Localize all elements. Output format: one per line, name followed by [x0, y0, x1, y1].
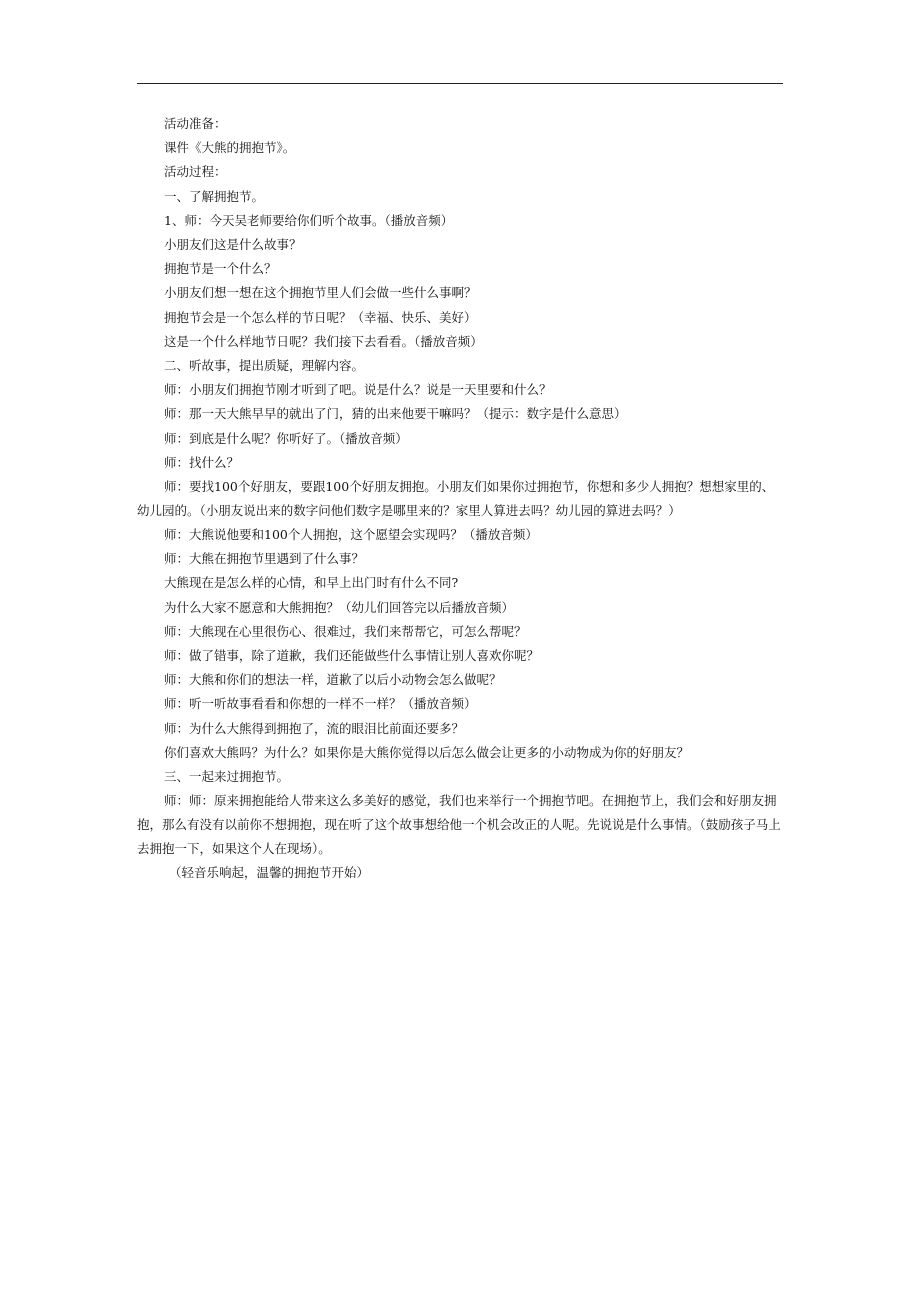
paragraph: 师：听一听故事看看和你想的一样不一样？（播放音频）: [164, 696, 477, 712]
header-rule: [137, 83, 783, 84]
paragraph: 你们喜欢大熊吗？为什么？如果你是大熊你觉得以后怎么做会让更多的小动物成为你的好朋友？: [164, 744, 690, 760]
paragraph: 师：找什么？: [164, 454, 240, 470]
paragraph: 师：那一天大熊早早的就出了门，猜的出来他要干嘛吗？（提示：数字是什么意思）: [164, 406, 627, 422]
paragraph: 这是一个什么样地节日呢？我们接下去看看。（播放音频）: [164, 333, 483, 349]
section-heading: 一、了解拥抱节。: [164, 188, 265, 204]
paragraph: 师：要找100个好朋友，要跟100个好朋友拥抱。小朋友们如果你过拥抱节，你想和多少人拥抱？想想家里的、幼儿园的。（小朋友说出来的数字问他们数字是哪里来的？家里人算进去吗？幼儿园的算进去吗？）: [137, 479, 775, 519]
paragraph: 小朋友们这是什么故事？: [164, 237, 302, 253]
paragraph: 师：小朋友们拥抱节刚才听到了吧。说是什么？说是一天里要和什么？: [164, 382, 552, 398]
section-heading: 二、听故事，提出质疑，理解内容。: [164, 358, 365, 374]
paragraph: 活动过程：: [164, 164, 227, 180]
paragraph: 课件《大熊的拥抱节》。: [164, 140, 296, 156]
section-heading: 三、一起来过拥抱节。: [164, 769, 290, 785]
paragraph: 大熊现在是怎么样的心情，和早上出门时有什么不同?: [164, 575, 459, 591]
paragraph: 拥抱节是一个什么？: [164, 261, 277, 277]
paragraph: 师：为什么大熊得到拥抱了，流的眼泪比前面还要多？: [164, 720, 465, 736]
paragraph: （轻音乐响起，温馨的拥抱节开始）: [169, 865, 370, 881]
paragraph: 1、师：今天吴老师要给你们听个故事。（播放音频）: [164, 212, 454, 228]
paragraph: 为什么大家不愿意和大熊拥抱？（幼儿们回答完以后播放音频）: [164, 599, 515, 615]
paragraph: 师：大熊在拥抱节里遇到了什么事？: [164, 551, 365, 567]
paragraph: 师：大熊和你们的想法一样，道歉了以后小动物会怎么做呢？: [164, 672, 502, 688]
paragraph: 小朋友们想一想在这个拥抱节里人们会做一些什么事啊？: [164, 285, 477, 301]
paragraph: 师：大熊说他要和100个人拥抱，这个愿望会实现吗？（播放音频）: [164, 527, 538, 543]
paragraph: 拥抱节会是一个怎么样的节日呢？（幸福、快乐、美好）: [164, 309, 477, 325]
paragraph: 活动准备：: [164, 116, 227, 131]
paragraph: 师：到底是什么呢？你听好了。（播放音频）: [164, 430, 408, 446]
paragraph: 师：做了错事，除了道歉，我们还能做些什么事情让别人喜欢你呢？: [164, 648, 540, 664]
paragraph: 师：师：原来拥抱能给人带来这么多美好的感觉，我们也来举行一个拥抱节吧。在拥抱节上，我们会和好朋友拥抱，那么有没有以前你不想拥抱，现在听了这个故事想给他一个机会改正的人呢。先说说是什么事情。（鼓励孩子马上去拥抱一下，如果这个人在现场）。: [137, 793, 781, 857]
document-body: [137, 112, 785, 885]
paragraph: 师：大熊现在心里很伤心、很难过，我们来帮帮它，可怎么帮呢？: [164, 623, 527, 639]
